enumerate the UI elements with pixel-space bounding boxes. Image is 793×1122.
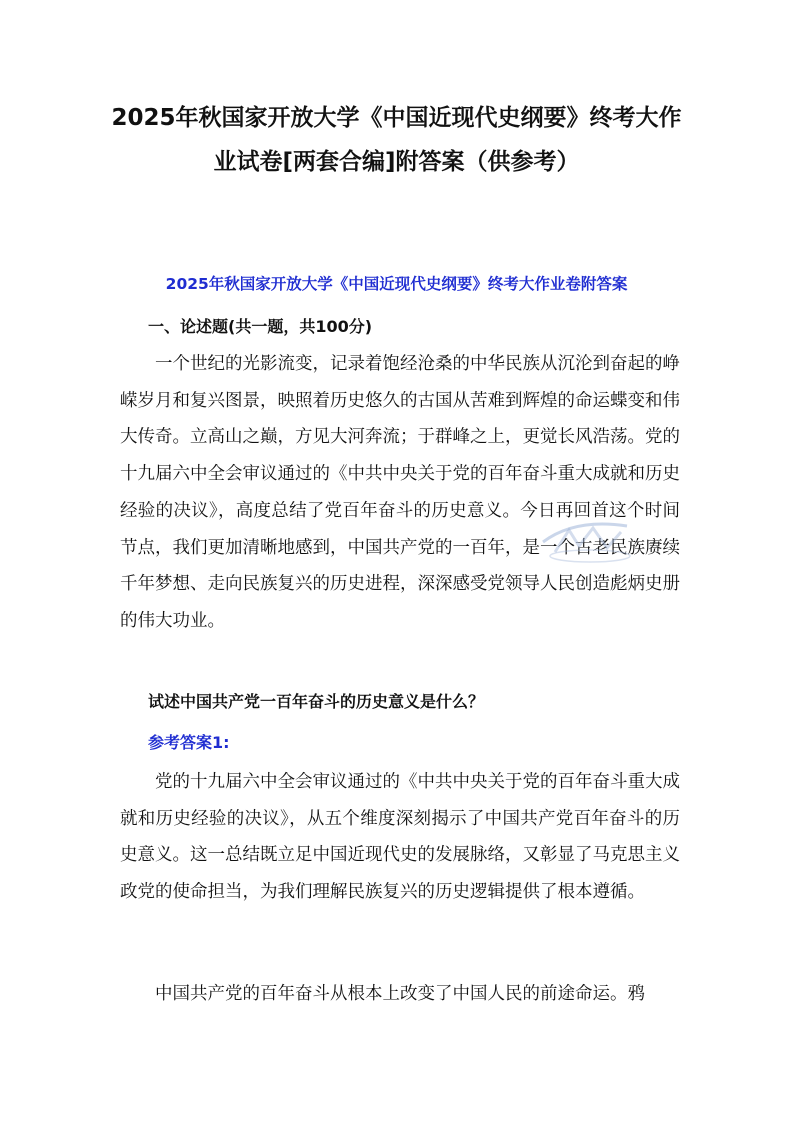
section-title: 2025年秋国家开放大学《中国近现代史纲要》终考大作业卷附答案 [165,275,628,293]
answer-paragraph-continued: 中国共产党的百年奋斗从根本上改变了中国人民的前途命运。鸦 [155,984,645,1004]
question-heading: 试述中国共产党一百年奋斗的历史意义是什么？ [148,692,485,711]
answer-paragraph: 党的十九届六中全会审议通过的《中共中央关于党的百年奋斗重大成就和历史经验的决议》，从五个维度深刻揭示了中国共产党百年奋斗的历史意义。这一总结既立足中国近现代史的发展脉络，又彰显了马克思主义政党的使命担当，为我们理解民族复兴的历史逻辑提供了根本遵循。 [120,772,680,903]
document-title: 2025年秋国家开放大学《中国近现代史纲要》终考大作业试卷[两套合编]附答案（供参考） [111,105,682,175]
answer-label: 参考答案1: [148,733,230,752]
intro-paragraph: 一个世纪的光影流变，记录着饱经沧桑的中华民族从沉沦到奋起的峥嵘岁月和复兴图景，映照着历史悠久的古国从苦难到辉煌的命运蝶变和伟大传奇。立高山之巅，方见大河奔流；于群峰之上，更觉长风浩荡。党的十九届六中全会审议通过的《中共中央关于党的百年奋斗重大成就和历史经验的决议》，高度总结了党百年奋斗的历史意义。今日再回首这个时间节点，我们更加清晰地感到，中国共产党的一百年，是一个古老民族赓续千年梦想、走向民族复兴的历史进程，深深感受党领导人民创造彪炳史册的伟大功业。 [120,354,680,631]
part-heading: 一、论述题(共一题，共100分) [148,317,373,336]
